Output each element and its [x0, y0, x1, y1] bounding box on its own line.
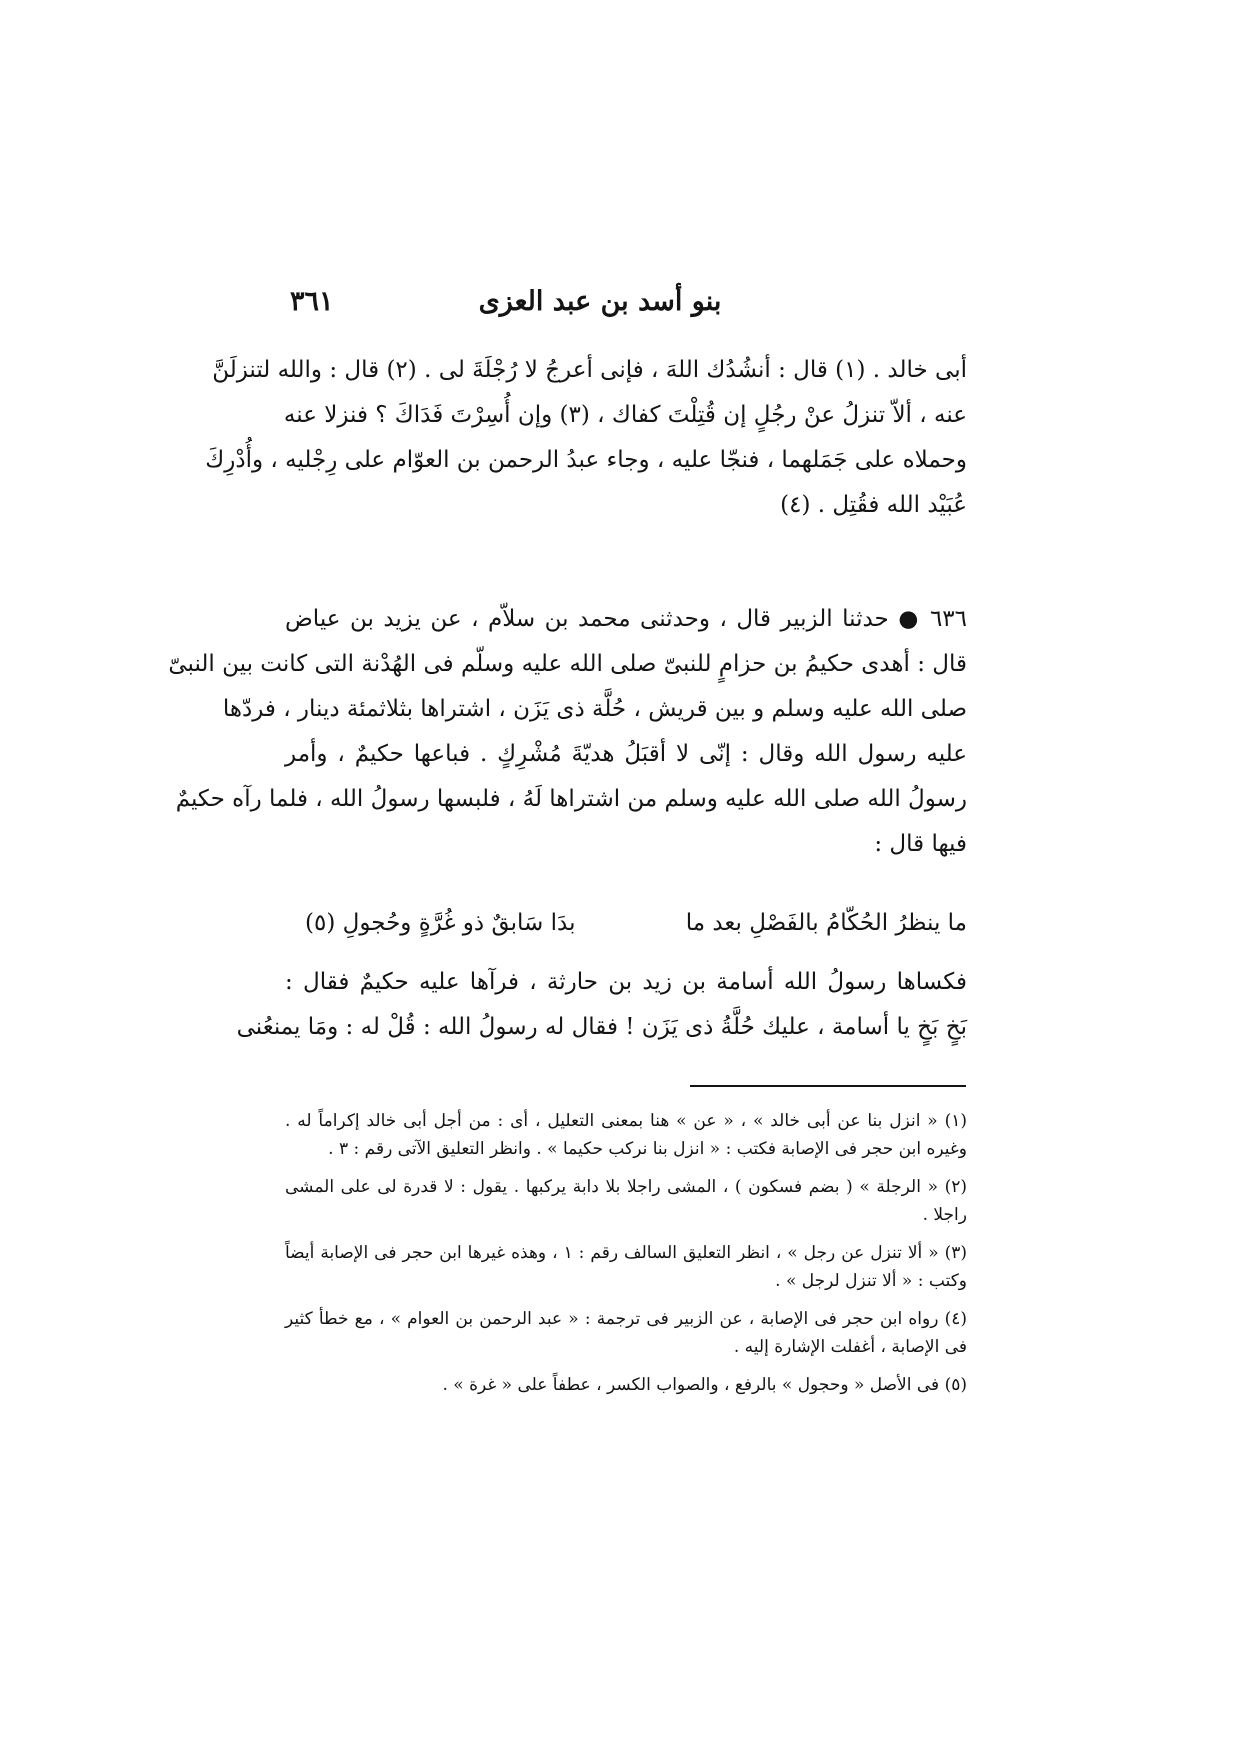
- text-line: وحملاه على جَمَلهما ، فنجّا عليه ، وجاء عبدُ الرحمن بن العوّام على رِجْليه ، وأُدْرِكَ: [205, 447, 967, 473]
- text-line: صلى الله عليه وسلم و بين قريش ، حُلَّة ذى يَزَن ، اشتراها بثلاثمئة دينار ، فردّها: [222, 696, 967, 722]
- text-line: ٦٣٦ ● حدثنا الزبير قال ، وحدثنى محمد بن سلاّم ، عن يزيد بن عياض: [285, 606, 967, 632]
- page-number: ٣٦١: [290, 286, 334, 317]
- verse-hemistich-second: بدَا سَابقٌ ذو غُرَّةٍ وحُجولِ (٥): [305, 910, 576, 936]
- text-line: رسولُ الله صلى الله عليه وسلم من اشتراها لَهُ ، فلبسها رسولُ الله ، فلما رآه حكيمٌ: [175, 786, 967, 812]
- text-line: فكساها رسولُ الله أسامة بن زيد بن حارثة ، فرآها عليه حكيمٌ فقال :: [285, 969, 967, 995]
- footnote-2: (٢) « الرجلة » ( بضم فسكون ) ، المشى راجلا بلا دابة يركبها . يقول : لا قدرة لى على المشى راجلا .: [285, 1177, 967, 1225]
- footnote-3: (٣) « ألا تنزل عن رجل » ، انظر التعليق السالف رقم : ١ ، وهذه غيرها ابن حجر فى الإصابة أيضاً وكتب : « ألا تنزل لرجل » .: [285, 1243, 968, 1291]
- text-line: عُبَيْد الله فقُتِل . (٤): [780, 492, 967, 518]
- paragraph-3: [236, 960, 967, 1050]
- text-line: قال : أهدى حكيمُ بن حزامٍ للنبىّ صلى الله عليه وسلّم فى الهُدْنة التى كانت بين النبىّ: [168, 651, 967, 677]
- verse-hemistich-first: ما ينظرُ الحُكّامُ بالفَصْلِ بعد ما: [685, 910, 967, 936]
- footnote-4: (٤) رواه ابن حجر فى الإصابة ، عن الزبير فى ترجمة : « عبد الرحمن بن العوام » ، مع خطأ كثير فى الإصابة ، أغفلت الإشارة إليه .: [285, 1309, 967, 1357]
- footnote-separator: [690, 1085, 966, 1087]
- footnote-1: (١) « انزل بنا عن أبى خالد » ، « عن » هنا بمعنى التعليل ، أى : من أجل أبى خالد إكراماً له . وغيره ابن حجر فى الإصابة فكتب : « انزل بنا نركب حكيما » . وانظر التعليق الآتى رقم : ٣ .: [285, 1111, 967, 1159]
- text-line: عليه رسول الله وقال : إنّى لا أقبَلُ هديّةَ مُشْرِكٍ . فباعها حكيمٌ ، وأمر: [285, 741, 967, 767]
- footnote-5: (٥) فى الأصل « وحجول » بالرفع ، والصواب الكسر ، عطفاً على « غرة » .: [442, 1375, 967, 1395]
- running-header-title: بنو أسد بن عبد العزى: [478, 286, 722, 317]
- text-line: فيها قال :: [874, 831, 967, 857]
- poetry-verse: [285, 898, 967, 948]
- footnotes: [285, 1107, 967, 1409]
- text-line: أبى خالد . (١) قال : أنشُدُك اللهَ ، فإنى أعرجُ لا رُجْلَةَ لى . (٢) قال : والله لتنزلَنَّ: [212, 357, 967, 383]
- paragraph-2-hadith-636: [168, 597, 967, 867]
- text-line: بَخٍ بَخٍ يا أسامة ، عليك حُلَّةُ ذى يَزَن ! فقال له رسولُ الله : قُلْ له : ومَا يمنعُنى: [236, 1014, 967, 1040]
- text-line: عنه ، ألاّ تنزلُ عنْ رجُلٍ إن قُتِلْتَ كفاك ، (٣) وإن أُسِرْتَ فَدَاكَ ؟ فنزلا عنه: [283, 402, 967, 428]
- paragraph-1: [205, 348, 967, 528]
